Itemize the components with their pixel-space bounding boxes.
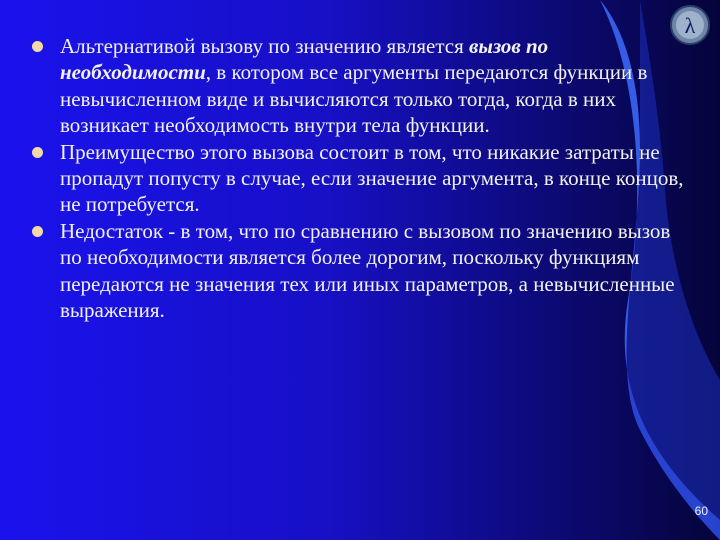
bullet-item <box>30 33 690 139</box>
bullet-text-pre: Альтернативой вызову по значению является <box>60 34 469 58</box>
bullet-item <box>30 139 690 218</box>
bullet-item <box>30 218 690 324</box>
bullet-text: Преимущество этого вызова состоит в том, что никакие затраты не пропадут попусту в случае, если значение аргумента, в конце концов, не потребуется. <box>60 139 684 217</box>
bullet-dot <box>32 226 43 237</box>
bullet-dot <box>32 41 43 52</box>
bullet-list <box>30 33 690 323</box>
svg-text:λ: λ <box>684 13 696 38</box>
bullet-term: вызов по необходимости <box>60 34 549 85</box>
bullet-text-post: , в котором все аргументы передаются функции в невычисленном виде и вычисляются только тогда, когда в них возникает необходимость внутри тела функции. <box>60 60 648 138</box>
bullet-dot <box>32 147 43 158</box>
page-number: 60 <box>694 504 708 518</box>
bullet-text: Недостаток - в том, что по сравнению с вызовом по значению вызов по необходимости является более дорогим, поскольку функциям передаются не значения тех или иных параметров, а невычисленные выражения. <box>60 218 675 323</box>
